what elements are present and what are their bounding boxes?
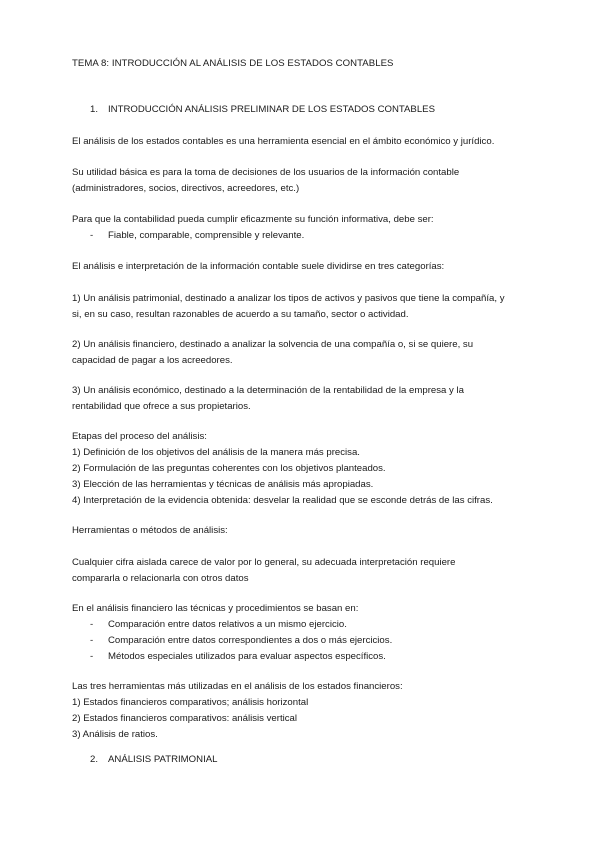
list-requisitos [72, 228, 542, 244]
section-heading-2 [90, 752, 560, 768]
paragraph-tres-herramientas: Las tres herramientas más utilizadas en el análisis de los estados financieros: 1) Estados financieros comparativos; análisis horizontal 2) Estados financieros comparativos: análisis vertical 3) Análisis de ratios. [72, 681, 403, 740]
paragraph-categorias: El análisis e interpretación de la información contable suele dividirse en tres categorías: [72, 261, 445, 272]
paragraph-etapas: Etapas del proceso del análisis: 1) Definición de los objetivos del análisis de la manera más precisa. 2) Formulación de las preguntas coherentes con los objetivos planteados. 3) Elección de las herramientas y técnicas de análisis más apropiadas. 4) Interpretación de la evidencia obtenida: desvelar la realidad que se esconde detrás de las cifras. [72, 431, 493, 506]
paragraph-utilidad: Su utilidad básica es para la toma de decisiones de los usuarios de la información contable (administradores, socios, directivos, acreedores, etc.) [72, 167, 460, 194]
section-number: 1. [90, 104, 99, 115]
paragraph-financiero: 2) Un análisis financiero, destinado a analizar la solvencia de una compañía o, si se quiere, su capacidad de pagar a los acreedores. [72, 339, 474, 366]
paragraph-economico: 3) Un análisis económico, destinado a la determinación de la rentabilidad de la empresa y la rentabilidad que ofrece a sus propietarios. [72, 385, 464, 412]
paragraph-intro: El análisis de los estados contables es una herramienta esencial en el ámbito económico y jurídico. [72, 136, 495, 147]
list-item: - Fiable, comparable, comprensible y relevante. [72, 228, 542, 244]
section-number: 2. [90, 754, 99, 765]
paragraph-herramientas: Herramientas o métodos de análisis: [72, 525, 228, 536]
paragraph-patrimonial: 1) Un análisis patrimonial, destinado a analizar los tipos de activos y pasivos que tiene la compañía, y si, en su caso, resultan razonables de acuerdo a su tamaño, sector o actividad. [72, 293, 505, 320]
section-heading-text: ANÁLISIS PATRIMONIAL [108, 754, 218, 765]
section-heading-1 [90, 102, 560, 118]
list-item: - Métodos especiales utilizados para evaluar aspectos específicos. [72, 649, 542, 665]
paragraph-tecnicas: En el análisis financiero las técnicas y procedimientos se basan en: [72, 603, 359, 614]
list-item: - Comparación entre datos relativos a un mismo ejercicio. [72, 617, 542, 633]
list-item: - Comparación entre datos correspondientes a dos o más ejercicios. [72, 633, 542, 649]
paragraph-cifra: Cualquier cifra aislada carece de valor por lo general, su adecuada interpretación requiere compararla o relacionarla con otros datos [72, 557, 456, 584]
paragraph-para-que: Para que la contabilidad pueda cumplir eficazmente su función informativa, debe ser: [72, 214, 434, 225]
list-tecnicas [72, 617, 542, 665]
document-title: TEMA 8: INTRODUCCIÓN AL ANÁLISIS DE LOS ESTADOS CONTABLES [72, 58, 394, 69]
section-heading-text: INTRODUCCIÓN ANÁLISIS PRELIMINAR DE LOS ESTADOS CONTABLES [108, 104, 435, 115]
